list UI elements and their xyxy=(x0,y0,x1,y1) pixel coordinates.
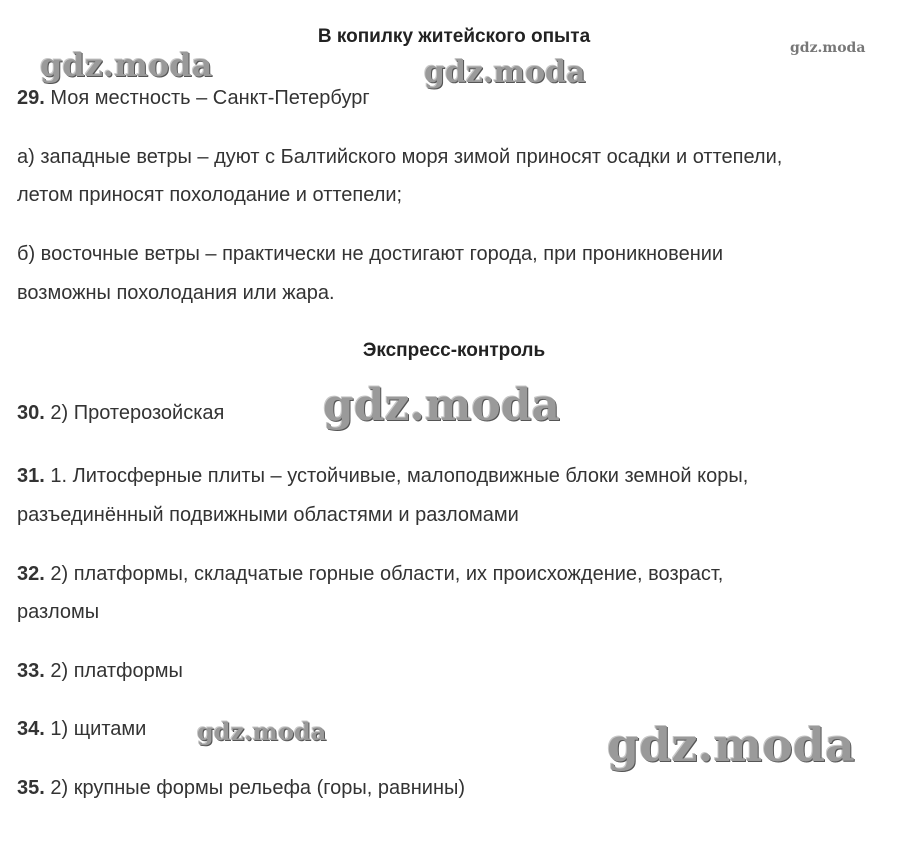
watermark: gdz.moda xyxy=(607,718,855,772)
answer-29-a-line2: летом приносят похолодание и оттепели; xyxy=(17,184,403,206)
answer-35 xyxy=(17,776,465,800)
answer-33 xyxy=(17,659,183,683)
watermark: gdz.moda xyxy=(424,55,586,90)
watermark: gdz.moda xyxy=(197,717,327,746)
answer-text: 2) платформы xyxy=(44,660,183,682)
answer-31-line2: разъединённый подвижными областями и разломами xyxy=(17,504,519,526)
watermark: gdz.moda xyxy=(323,380,561,431)
answer-text: 2) крупные формы рельефа (горы, равнины) xyxy=(44,777,466,799)
answer-text: Моя местность – Санкт-Петербург xyxy=(44,87,370,109)
answer-number: 34. xyxy=(17,718,45,740)
answer-number: 35. xyxy=(17,777,45,799)
answer-text: 1. Литосферные плиты – устойчивые, малоподвижные блоки земной коры, xyxy=(44,465,749,487)
section-heading-experience: В копилку житейского опыта xyxy=(317,26,591,47)
watermark: gdz.moda xyxy=(790,40,866,56)
answer-number: 29. xyxy=(17,87,45,109)
answer-29 xyxy=(17,86,370,110)
answer-29-b-line2: возможны похолодания или жара. xyxy=(17,282,335,304)
answer-number: 31. xyxy=(17,465,45,487)
answer-32 xyxy=(17,562,723,586)
answer-29-a-line1: а) западные ветры – дуют с Балтийского моря зимой приносят осадки и оттепели, xyxy=(17,146,783,168)
answer-text: 2) Протерозойская xyxy=(44,402,225,424)
answer-32-line2: разломы xyxy=(17,601,100,623)
watermark: gdz.moda xyxy=(40,46,213,84)
answer-text: 2) платформы, складчатые горные области, их происхождение, возраст, xyxy=(44,563,724,585)
answer-number: 32. xyxy=(17,563,45,585)
answer-text: 1) щитами xyxy=(44,718,147,740)
answer-34 xyxy=(17,717,146,741)
section-heading-express: Экспресс-контроль xyxy=(362,340,546,361)
answer-number: 33. xyxy=(17,660,45,682)
answer-30 xyxy=(17,401,224,425)
answer-31 xyxy=(17,464,748,488)
answer-29-b-line1: б) восточные ветры – практически не достигают города, при проникновении xyxy=(17,243,724,265)
answer-number: 30. xyxy=(17,402,45,424)
